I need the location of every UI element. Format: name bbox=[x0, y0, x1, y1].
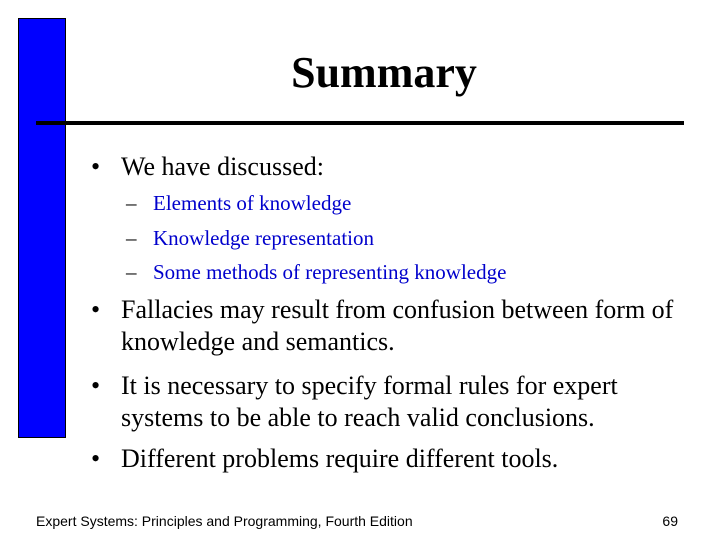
sub-bullet-text: Elements of knowledge bbox=[153, 191, 352, 215]
sub-bullet-text: Some methods of representing knowledge bbox=[153, 260, 507, 284]
sub-bullet-item bbox=[126, 225, 374, 251]
sub-bullet-marker: – bbox=[126, 260, 137, 284]
sub-bullet-marker: – bbox=[126, 226, 137, 250]
sub-bullet-text: Knowledge representation bbox=[153, 226, 375, 250]
bullet-marker: • bbox=[91, 444, 101, 473]
bullet-text: Fallacies may result from confusion between form of knowledge and semantics. bbox=[121, 295, 674, 356]
bullet-marker: • bbox=[91, 295, 101, 324]
bullet-text: Different problems require different tools. bbox=[121, 444, 559, 473]
bullet-item bbox=[91, 151, 681, 183]
bullet-text: We have discussed: bbox=[121, 152, 324, 181]
bullet-marker: • bbox=[91, 152, 101, 181]
slide-title: Summary bbox=[291, 48, 477, 97]
sub-bullet-marker: – bbox=[126, 191, 137, 215]
bullet-item bbox=[91, 370, 681, 434]
sub-bullet-item bbox=[126, 259, 506, 285]
footer-book-title: Expert Systems: Principles and Programming, Fourth Edition bbox=[36, 513, 413, 529]
bullet-item bbox=[91, 294, 681, 358]
bullet-text: It is necessary to specify formal rules for expert systems to be able to reach valid conclusions. bbox=[121, 371, 618, 432]
sub-bullet-item bbox=[126, 190, 351, 216]
bullet-marker: • bbox=[91, 371, 101, 400]
bullet-item bbox=[91, 443, 681, 475]
page-number: 69 bbox=[662, 513, 678, 529]
